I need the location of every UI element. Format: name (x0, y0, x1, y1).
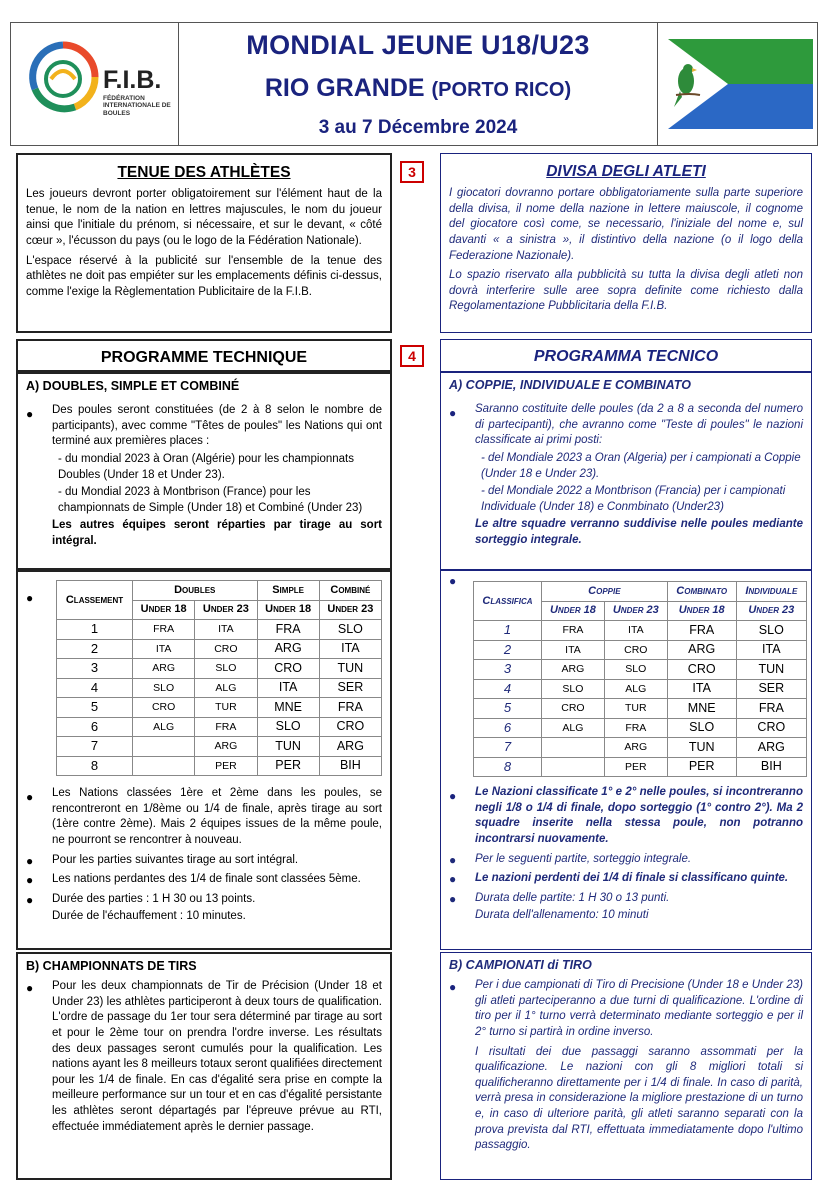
nation-cell: BIH (736, 757, 806, 777)
rank-cell: 4 (57, 678, 133, 698)
fr-rule-4-text: Durée des parties : 1 H 30 ou 13 points. (52, 892, 256, 905)
table-row (474, 621, 807, 641)
bullet-icon: ● (26, 790, 34, 804)
fr-table-body (57, 620, 382, 776)
nation-cell: FRA (257, 620, 319, 640)
fr-table-header-simple: Simple (257, 581, 319, 601)
nation-cell: ARG (133, 659, 195, 679)
rank-cell: 3 (57, 659, 133, 679)
fr-table-header-u23: Under 23 (319, 600, 381, 620)
section-4a-it (440, 372, 812, 570)
bullet-icon: ● (449, 980, 457, 994)
it-table-header-combinato: Combinato (667, 582, 736, 602)
section-4a-fr-item-1: - du mondial 2023 à Oran (Algérie) pour les championnats Doubles (Under 18 et Under 23). (58, 452, 354, 481)
nation-cell: SLO (257, 717, 319, 737)
table-row (57, 639, 382, 659)
it-table-header-individuale: Individuale (736, 582, 806, 602)
nation-cell: TUR (604, 699, 667, 719)
bullet-icon: ● (449, 872, 457, 887)
it-table-header-u23: Under 23 (604, 601, 667, 621)
fr-rule-2-text: Pour les parties suivantes tirage au sort intégral. (52, 853, 299, 866)
rank-cell: 2 (57, 639, 133, 659)
nation-cell: SER (319, 678, 381, 698)
it-rule-3 (441, 867, 811, 887)
section-4a-fr-heading: A) DOUBLES, SIMPLE ET COMBINÉ (26, 379, 240, 393)
nation-cell: ITA (319, 639, 381, 659)
nation-cell: FRA (542, 621, 605, 641)
nation-cell: TUN (736, 660, 806, 680)
section-4a-it-item-1: - del Mondiale 2023 a Oran (Algeria) per i campionati a Coppie (Under 18 e Under 23). (481, 451, 801, 480)
nation-cell: ARG (195, 737, 257, 757)
fr-rule-2 (18, 849, 390, 869)
fr-rule-3 (18, 868, 390, 888)
nation-cell: SLO (195, 659, 257, 679)
it-table-header-u18: Under 18 (542, 601, 605, 621)
it-rule-5: Durata dell'allenamento: 10 minuti (475, 909, 649, 922)
nation-cell: ALG (195, 678, 257, 698)
section-4b-fr-paragraph: Pour les deux championnats de Tir de Précision (Under 18 et Under 23) les athlètes participeront à deux tours de qualification. L'ordre de passage du 1er tour sera déterminé par tirage au sort et pour le 2ème tour on prendra l'ordre inverse. Les résultats des deux passages seront cumulés pour la qualification. Les nations ayant les 8 meilleurs totaux seront qualifiées directement pour les 1/4 de finale. En cas d'égalité sera prise en compte la meilleure performance sur un tour et en cas d'égalité persistante les athlètes seront départagés par l'épreuve prévue au RTI, effectuée immédiatement après le dernier passage. (52, 980, 382, 1133)
bullet-icon: ● (26, 873, 34, 888)
section-4a-it-item-2: - del Mondiale 2022 a Montbrison (Francia) per i campionati Individuale (Under 18) e Conmbinato (Under23) (481, 485, 786, 513)
flag-icon (658, 23, 818, 145)
it-table-header-coppie: Coppie (542, 582, 668, 602)
nation-cell: SER (736, 679, 806, 699)
nation-cell (542, 757, 605, 777)
rank-cell: 6 (474, 718, 542, 738)
rank-cell: 8 (474, 757, 542, 777)
bullet-icon: ● (449, 891, 457, 906)
table-row (57, 698, 382, 718)
bullet-icon: ● (449, 852, 457, 867)
section-3-fr-paragraph-2: L'espace réservé à la publicité sur l'ensemble de la tenue des athlètes ne doit pas empiéter sur les emplacements définis ci-dessus, comme l'exige la Règlementation Publicitaire de la F.I.B. (26, 254, 382, 298)
table-row (474, 699, 807, 719)
bullet-icon: ● (449, 574, 457, 588)
table-row (57, 659, 382, 679)
section-number-3: 3 (400, 161, 424, 183)
nation-cell: CRO (195, 639, 257, 659)
fr-table-header-doubles: Doubles (133, 581, 258, 601)
nation-cell: SLO (736, 621, 806, 641)
bullet-icon: ● (449, 789, 457, 803)
section-4-it-header (440, 339, 812, 372)
section-4-it-rules (441, 785, 811, 924)
bullet-icon: ● (26, 853, 34, 868)
nation-cell: ARG (319, 737, 381, 757)
nation-cell: SLO (542, 679, 605, 699)
nation-cell (542, 738, 605, 758)
nation-cell: SLO (319, 620, 381, 640)
fr-table-header-combine: Combiné (319, 581, 381, 601)
section-4-fr-rules (18, 786, 390, 925)
section-4a-it-paragraph-2: Le altre squadre verranno suddivise nelle poules mediante sorteggio integrale. (475, 518, 803, 546)
it-table-header-u18: Under 18 (667, 601, 736, 621)
fr-rule-4 (18, 888, 390, 908)
nation-cell: ITA (604, 621, 667, 641)
nation-cell: CRO (542, 699, 605, 719)
nation-cell: ARG (604, 738, 667, 758)
table-row (474, 738, 807, 758)
section-4b-fr-heading: B) CHAMPIONNATS DE TIRS (26, 959, 197, 973)
nation-cell: TUN (319, 659, 381, 679)
fr-rule-1: Les Nations classées 1ère et 2ème dans les poules, se rencontreront en 1/8ème ou 1/4 de finale, après tirage au sort (1ère contre 2ème). Mais 2 équipes issues de la même poule, ne pourront se rencontrer à nouveau. (52, 787, 382, 846)
fib-logo (11, 23, 179, 145)
rank-cell: 1 (474, 621, 542, 641)
nation-cell: ARG (257, 639, 319, 659)
nation-cell: BIH (319, 756, 381, 776)
table-row (474, 679, 807, 699)
it-rule-2-text: Per le seguenti partite, sorteggio integrale. (475, 852, 692, 865)
nation-cell: ITA (736, 640, 806, 660)
fr-ranking-table (56, 580, 382, 776)
nation-cell: PER (667, 757, 736, 777)
nation-cell: ITA (133, 639, 195, 659)
fr-table-header-class: Classement (57, 581, 133, 620)
it-table-header-class: Classifica (474, 582, 542, 621)
section-4a-fr (16, 372, 392, 570)
section-3-fr-paragraph-1: Les joueurs devront porter obligatoirement sur l'élément haut de la tenue, le nom de la nation en lettres majuscules, le nom du joueur ainsi que l'initiale du prénom, si nécessaire, et sur le devant, « côté cœur », l'écusson du pays (ou le logo de la Fédération Nationale). (26, 188, 382, 247)
table-row (474, 718, 807, 738)
section-4-fr-title: PROGRAMME TECHNIQUE (100, 349, 308, 366)
it-rule-3-text: Le nazioni perdenti dei 1/4 di finale si classificano quinte. (475, 872, 789, 885)
section-4-it-results (440, 570, 812, 950)
nation-cell: ITA (542, 640, 605, 660)
section-4-it-title: PROGRAMMA TECNICO (533, 348, 719, 365)
fib-logo-icon (25, 39, 101, 119)
table-row (57, 678, 382, 698)
page-title: MONDIAL JEUNE U18/U23 (246, 30, 590, 60)
bullet-icon: ● (449, 406, 457, 420)
rank-cell: 4 (474, 679, 542, 699)
section-4-fr-header (16, 339, 392, 372)
logo-text: F.I.B. (103, 66, 162, 94)
section-3-it-paragraph-2: Lo spazio riservato alla pubblicità su tutta la divisa degli atleti non dovrà interferire sulle aree sopra definite come richiesto dalla Regolamentazione Pubblicitaria della F.I.B. (449, 269, 803, 313)
nation-cell: ITA (195, 620, 257, 640)
nation-cell: CRO (257, 659, 319, 679)
it-rule-1: Le Nazioni classificate 1° e 2° nelle poules, si incontreranno negli 1/8 o 1/4 di finale, dopo sorteggio (1° contro 2°). Ma 2 squadre inserite nella stessa poule, non potranno incontrarsi nuovamente. (475, 786, 803, 845)
it-table-header-u23: Under 23 (736, 601, 806, 621)
section-4a-it-heading: A) COPPIE, INDIVIDUALE E COMBINATO (449, 378, 691, 392)
rank-cell: 6 (57, 717, 133, 737)
table-row (474, 757, 807, 777)
it-rule-4 (441, 887, 811, 907)
nation-cell: SLO (133, 678, 195, 698)
rank-cell: 8 (57, 756, 133, 776)
nation-cell: CRO (667, 660, 736, 680)
fr-table-header-u18: Under 18 (257, 600, 319, 620)
rank-cell: 5 (474, 699, 542, 719)
section-4-fr-results (16, 570, 392, 950)
nation-cell: SLO (604, 660, 667, 680)
table-row (57, 737, 382, 757)
rank-cell: 7 (474, 738, 542, 758)
nation-cell: FRA (667, 621, 736, 641)
nation-cell: ITA (667, 679, 736, 699)
nation-cell (133, 756, 195, 776)
logo-subtitle: FÉDÉRATION INTERNATIONALE DE BOULES (103, 95, 171, 117)
nation-cell: TUR (195, 698, 257, 718)
section-number-4: 4 (400, 345, 424, 367)
nation-cell: ITA (257, 678, 319, 698)
nation-cell: PER (604, 757, 667, 777)
nation-cell: TUN (667, 738, 736, 758)
nation-cell: ARG (542, 660, 605, 680)
section-4b-it-heading: B) CAMPIONATI di TIRO (449, 958, 592, 972)
it-table-body (474, 621, 807, 777)
nation-cell: FRA (319, 698, 381, 718)
nation-cell: PER (195, 756, 257, 776)
rank-cell: 7 (57, 737, 133, 757)
section-3-fr (16, 153, 392, 333)
nation-cell: ALG (604, 679, 667, 699)
page-dates: 3 au 7 Décembre 2024 (318, 117, 518, 138)
table-row (57, 620, 382, 640)
nation-cell: TUN (257, 737, 319, 757)
fr-rule-3-text: Les nations perdantes des 1/4 de finale sont classées 5ème. (52, 873, 361, 886)
nation-cell: CRO (319, 717, 381, 737)
section-4a-fr-paragraph-2: Les autres équipes seront réparties par tirage au sort intégral. (52, 519, 382, 547)
section-3-it-paragraph-1: I giocatori dovranno portare obbligatoriamente sulla parte superiore della divisa, il nome della nazione in lettere maiuscole, il cognome del giocatore così come, se necessario, l'iniziale del nome e, sul davanti « a sinistra », il distintivo della nazione (o il logo della Federazione Nazionale). (449, 187, 803, 262)
fr-rule-5: Durée de l'échauffement : 10 minutes. (52, 910, 246, 923)
nation-cell (133, 737, 195, 757)
nation-cell: CRO (604, 640, 667, 660)
flag-puerto-rico (657, 23, 819, 145)
rank-cell: 5 (57, 698, 133, 718)
nation-cell: ARG (736, 738, 806, 758)
nation-cell: FRA (195, 717, 257, 737)
table-row (57, 756, 382, 776)
rank-cell: 3 (474, 660, 542, 680)
nation-cell: FRA (736, 699, 806, 719)
page-header (10, 22, 818, 146)
section-3-it (440, 153, 812, 333)
nation-cell: ALG (542, 718, 605, 738)
nation-cell: FRA (604, 718, 667, 738)
rank-cell: 2 (474, 640, 542, 660)
fr-table-header-u23: Under 23 (195, 600, 257, 620)
section-3-it-title: DIVISA DEGLI ATLETI (546, 163, 706, 180)
it-rule-4-text: Durata delle partite: 1 H 30 o 13 punti. (475, 891, 670, 904)
nation-cell: ARG (667, 640, 736, 660)
section-4a-it-paragraph: Saranno costituite delle poules (da 2 a 8 a seconda del numero di partecipanti), che avranno come "Teste di poules" le nazioni classificate ai primi posti: (475, 403, 803, 447)
nation-cell: CRO (133, 698, 195, 718)
page-location: RIO GRANDE (PORTO RICO) (264, 74, 572, 102)
table-row (474, 640, 807, 660)
section-4b-it-paragraph-1: Per i due campionati di Tiro di Precisione (Under 18 e Under 23) gli atleti parteciperanno a due turni di qualificazione. L'ordine di tiro per il 1° turno verrà determinato mediante sorteggio e per il 2° turno si partirà in ordine inverso. (475, 979, 803, 1038)
section-4a-fr-paragraph: Des poules seront constituées (de 2 à 8 selon le nombre de participants), avec comme "Têtes de poules" les Nations qui ont terminé aux premières places : (52, 404, 382, 448)
table-row (474, 660, 807, 680)
nation-cell: ALG (133, 717, 195, 737)
nation-cell: SLO (667, 718, 736, 738)
it-rule-2 (441, 848, 811, 868)
bullet-icon: ● (26, 591, 34, 605)
nation-cell: MNE (257, 698, 319, 718)
bullet-icon: ● (26, 892, 34, 907)
nation-cell: CRO (736, 718, 806, 738)
bullet-icon: ● (26, 407, 34, 421)
rank-cell: 1 (57, 620, 133, 640)
table-row (57, 717, 382, 737)
fr-table-header-u18: Under 18 (133, 600, 195, 620)
nation-cell: MNE (667, 699, 736, 719)
section-4a-fr-item-2: - du Mondial 2023 à Montbrison (France) pour les championnats de Simple (Under 18) et Combiné (Under 23) (58, 486, 363, 514)
nation-cell: PER (257, 756, 319, 776)
it-ranking-table (473, 581, 807, 777)
section-4b-fr (16, 952, 392, 1180)
section-4b-it (440, 952, 812, 1180)
section-3-fr-title: TENUE DES ATHLÈTES (117, 164, 291, 181)
section-4b-it-paragraph-2: I risultati dei due passaggi saranno assommati per la qualificazione. Le nazioni con gli 8 migliori totali si qualificheranno direttamente per i 1/4 di finale. In caso di parità, verrà presa in considerazione la migliore prestazione di un turno e, in caso di ulteriore parità, gli atleti saranno separati con la prova prevista dal RTI, effettuata immediatamente dopo l'ultimo passaggio. (475, 1045, 803, 1152)
bullet-icon: ● (26, 981, 34, 995)
nation-cell: FRA (133, 620, 195, 640)
